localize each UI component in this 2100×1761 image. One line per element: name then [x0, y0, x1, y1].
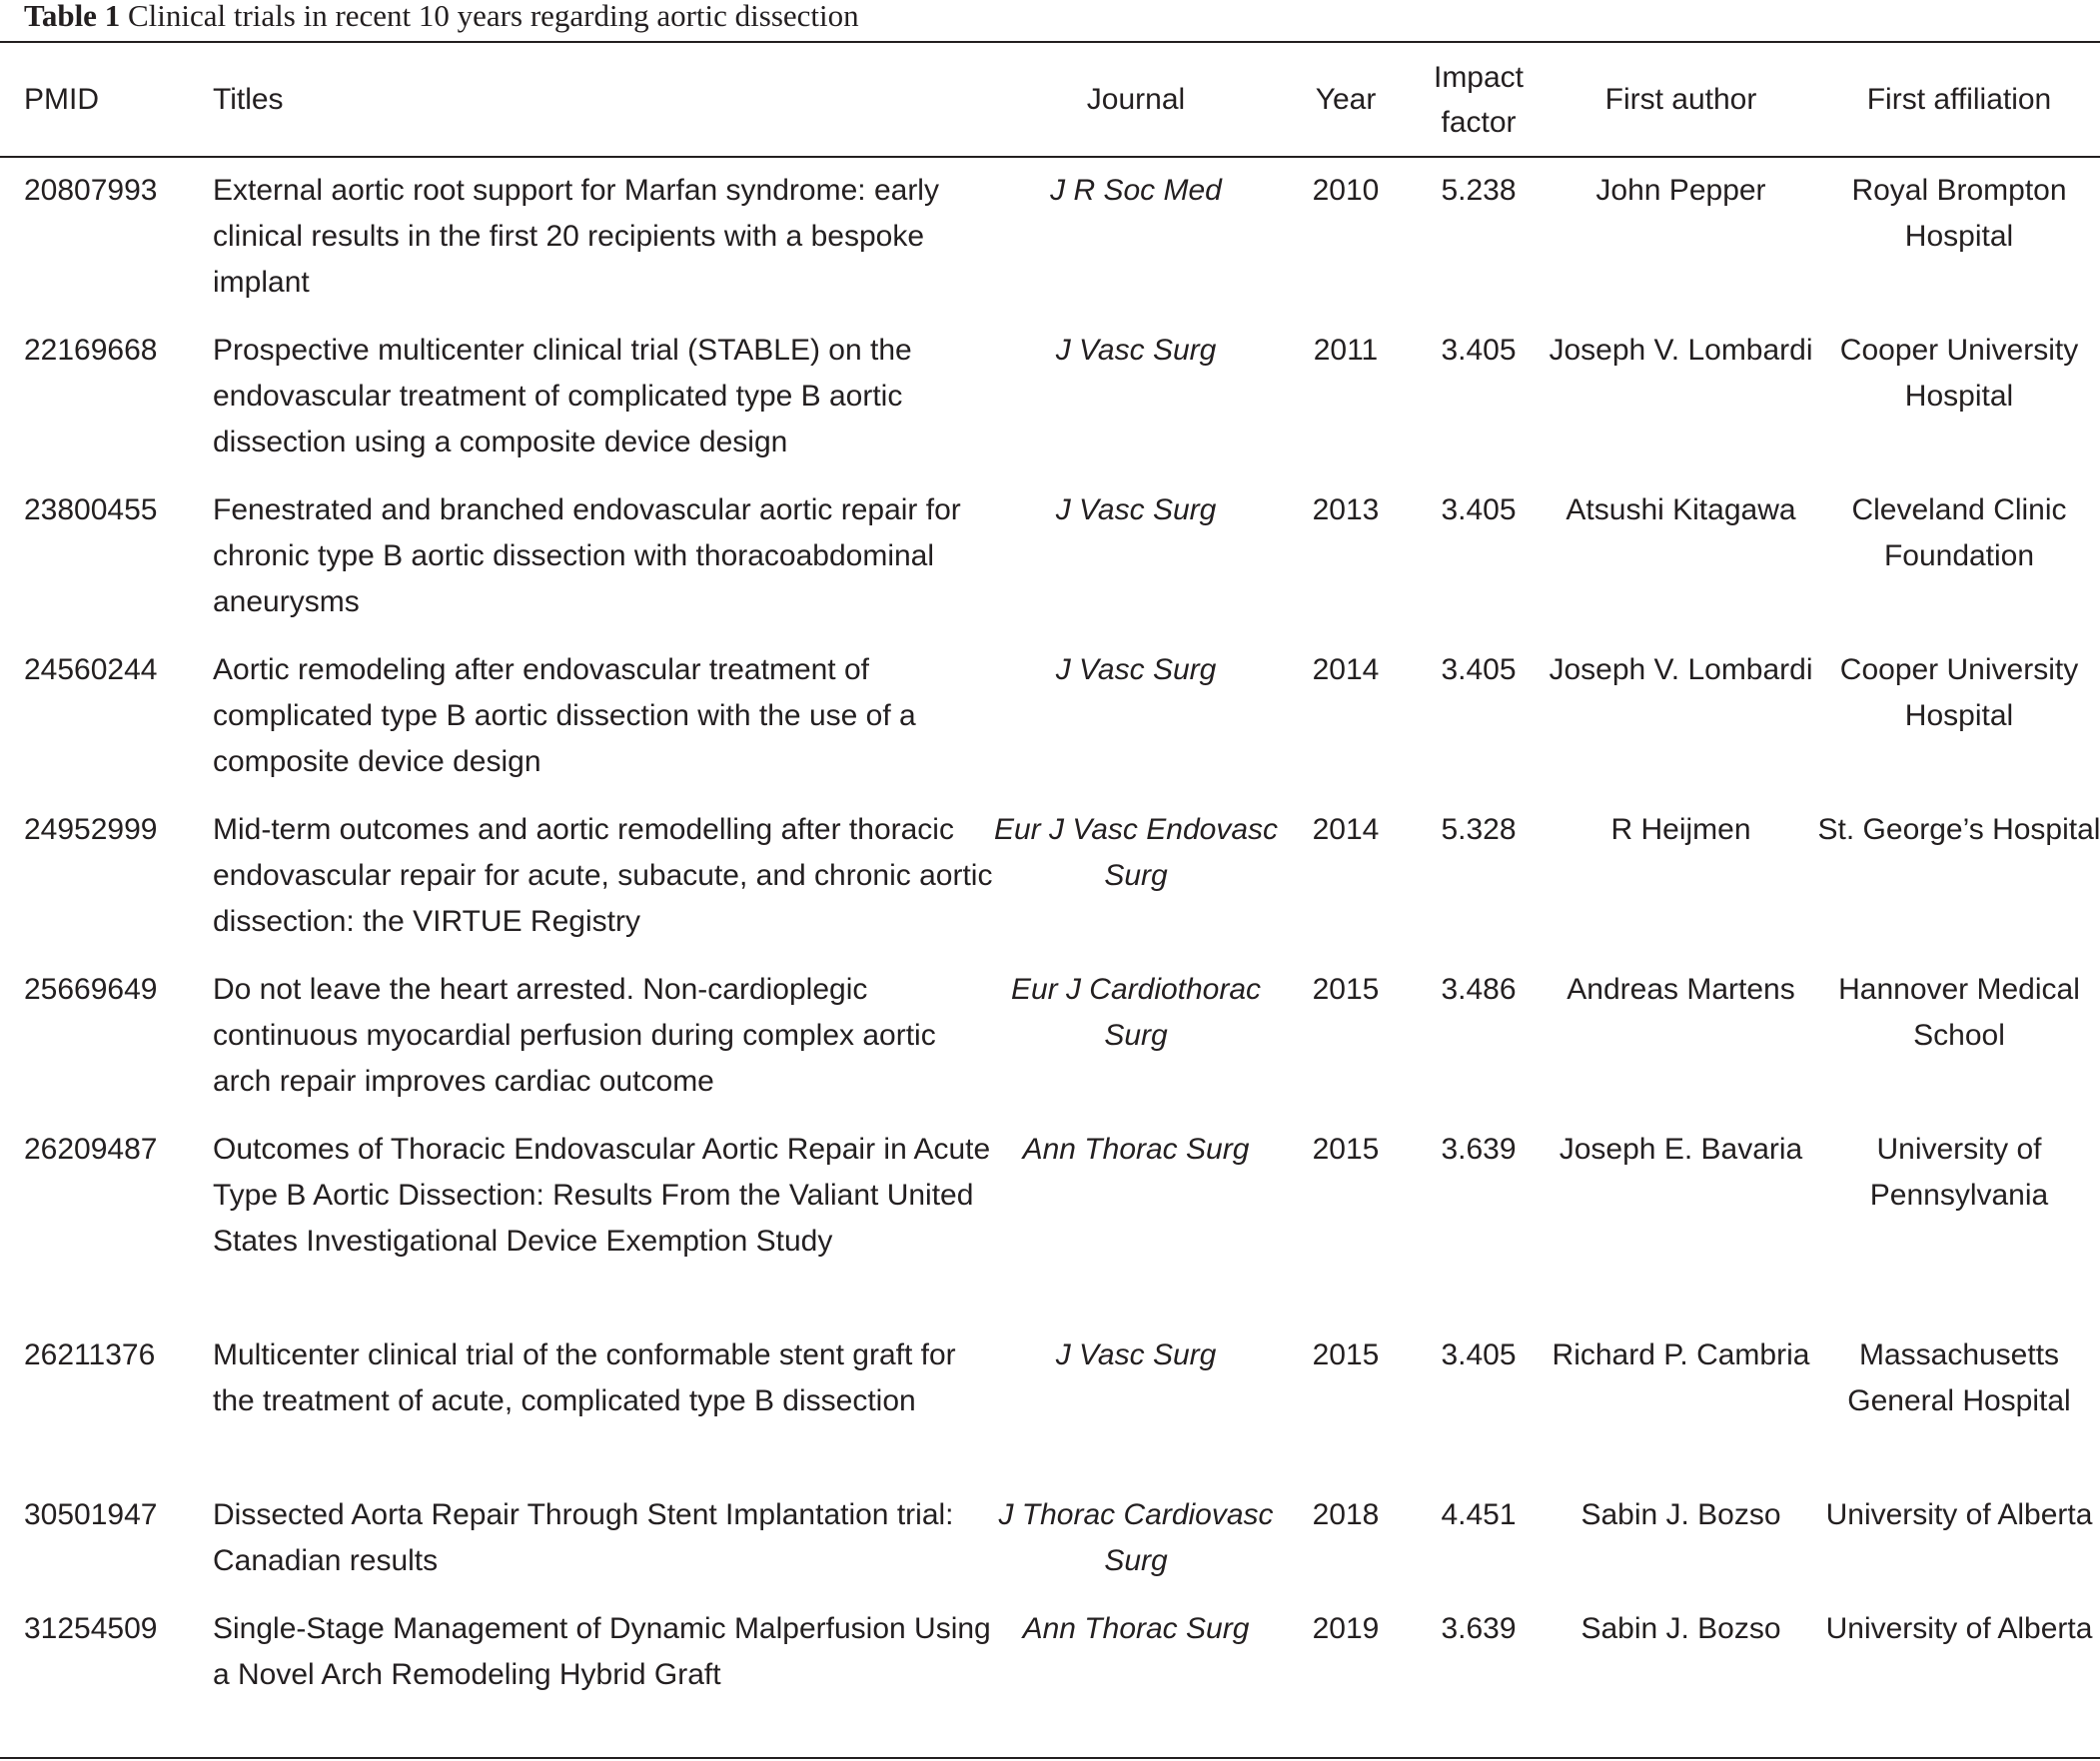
table-body [0, 158, 2100, 1761]
cell-impact-factor: 4.451 [1441, 1498, 1517, 1531]
cell-first-affiliation: Hannover Medical School [1838, 973, 2080, 1052]
cell-journal: J Vasc Surg [1055, 493, 1217, 526]
cell-title: Dissected Aorta Repair Through Stent Implantation trial: Canadian results [213, 1498, 954, 1577]
cell-journal: J Thorac Cardiovasc Surg [998, 1498, 1274, 1577]
header-pmid: PMID [24, 83, 99, 116]
cell-journal: J Vasc Surg [1055, 653, 1217, 686]
cell-first-author: Richard P. Cambria [1552, 1338, 1810, 1371]
cell-first-affiliation: St. George’s Hospital [1817, 813, 2100, 846]
cell-title: Prospective multicenter clinical trial (STABLE) on the endovascular treatment of complicated type B aortic dissection using a composite device design [213, 334, 912, 458]
cell-first-author: Joseph E. Bavaria [1559, 1133, 1803, 1166]
cell-first-author: Joseph V. Lombardi [1549, 334, 1813, 367]
table-row [0, 1482, 2100, 1596]
cell-title: Single-Stage Management of Dynamic Malperfusion Using a Novel Arch Remodeling Hybrid Graft [213, 1612, 991, 1691]
table-caption-label: Table 1 [24, 0, 121, 33]
cell-impact-factor: 3.405 [1441, 334, 1517, 367]
cell-journal: J Vasc Surg [1055, 1338, 1217, 1371]
cell-impact-factor: 3.405 [1441, 653, 1517, 686]
cell-year: 2011 [1313, 334, 1379, 367]
cell-first-author: R Heijmen [1610, 813, 1751, 846]
cell-year: 2013 [1312, 493, 1380, 526]
table-row [0, 477, 2100, 637]
cell-first-author: John Pepper [1595, 174, 1766, 207]
cell-first-affiliation: Massachusetts General Hospital [1847, 1338, 2071, 1417]
header-journal: Journal [1086, 83, 1186, 116]
table-row [0, 637, 2100, 797]
header-year: Year [1315, 83, 1377, 116]
cell-pmid: 26209487 [24, 1133, 158, 1166]
table-row [0, 158, 2100, 318]
cell-first-author: Sabin J. Bozso [1580, 1612, 1781, 1645]
cell-first-author: Atsushi Kitagawa [1566, 493, 1796, 526]
cell-journal: Eur J Cardiothorac Surg [1010, 973, 1262, 1052]
cell-first-affiliation: University of Alberta [1825, 1498, 2093, 1531]
cell-impact-factor: 5.238 [1441, 174, 1517, 207]
header-first-affiliation: First affiliation [1866, 83, 2052, 116]
header-impact-factor: Impact factor [1433, 60, 1525, 139]
table-row [0, 318, 2100, 477]
cell-journal: J Vasc Surg [1055, 334, 1217, 367]
header-titles: Titles [213, 83, 284, 116]
cell-first-affiliation: Cooper University Hospital [1839, 653, 2079, 732]
cell-year: 2015 [1312, 1338, 1380, 1371]
cell-first-affiliation: Cooper University Hospital [1839, 334, 2079, 413]
cell-title: Aortic remodeling after endovascular treatment of complicated type B aortic dissection with the use of a composite device design [213, 653, 916, 778]
cell-pmid: 22169668 [24, 334, 158, 367]
cell-year: 2010 [1312, 174, 1380, 207]
cell-title: Do not leave the heart arrested. Non-cardioplegic continuous myocardial perfusion during complex aortic arch repair improves cardiac outcome [213, 973, 936, 1098]
cell-impact-factor: 3.639 [1441, 1612, 1517, 1645]
cell-journal: Ann Thorac Surg [1022, 1133, 1250, 1166]
cell-pmid: 20807993 [24, 174, 158, 207]
cell-year: 2018 [1312, 1498, 1380, 1531]
cell-pmid: 30501947 [24, 1498, 158, 1531]
cell-year: 2015 [1312, 1133, 1380, 1166]
cell-pmid: 25669649 [24, 973, 158, 1006]
cell-title: Multicenter clinical trial of the conformable stent graft for the treatment of acute, complicated type B dissection [213, 1338, 956, 1417]
cell-impact-factor: 5.328 [1441, 813, 1517, 846]
cell-pmid: 24560244 [24, 653, 158, 686]
cell-year: 2014 [1312, 813, 1380, 846]
cell-journal: Eur J Vasc Endovasc Surg [993, 813, 1279, 892]
table-caption-text: Clinical trials in recent 10 years regarding aortic dissection [127, 0, 859, 33]
cell-journal: Ann Thorac Surg [1022, 1612, 1250, 1645]
cell-first-author: Sabin J. Bozso [1580, 1498, 1781, 1531]
table-row [0, 1117, 2100, 1322]
cell-year: 2019 [1312, 1612, 1380, 1645]
cell-year: 2015 [1312, 973, 1380, 1006]
cell-first-affiliation: University of Alberta [1825, 1612, 2093, 1645]
cell-title: Mid-term outcomes and aortic remodelling after thoracic endovascular repair for acute, subacute, and chronic aortic dissection: the VIRTUE Registry [213, 813, 993, 938]
table-row [0, 957, 2100, 1117]
table-row [0, 797, 2100, 957]
cell-first-affiliation: Cleveland Clinic Foundation [1851, 493, 2067, 572]
cell-pmid: 24952999 [24, 813, 158, 846]
cell-impact-factor: 3.405 [1441, 1338, 1517, 1371]
cell-pmid: 23800455 [24, 493, 158, 526]
cell-impact-factor: 3.486 [1441, 973, 1517, 1006]
clinical-trials-table [0, 43, 2100, 1691]
cell-first-author: Joseph V. Lombardi [1549, 653, 1813, 686]
cell-title: Outcomes of Thoracic Endovascular Aortic Repair in Acute Type B Aortic Dissection: Results From the Valiant United States Investigational Device Exemption Study [213, 1133, 991, 1258]
header-first-author: First author [1604, 83, 1757, 116]
table-caption [24, 0, 859, 40]
cell-first-affiliation: Royal Brompton Hospital [1851, 174, 2067, 253]
cell-year: 2014 [1312, 653, 1380, 686]
cell-pmid: 26211376 [24, 1338, 156, 1371]
table-row [0, 1596, 2100, 1761]
cell-title: Fenestrated and branched endovascular aortic repair for chronic type B aortic dissection with thoracoabdominal aneurysms [213, 493, 961, 618]
cell-impact-factor: 3.405 [1441, 493, 1517, 526]
cell-title: External aortic root support for Marfan syndrome: early clinical results in the first 20 recipients with a bespoke implant [213, 174, 939, 299]
cell-first-affiliation: University of Pennsylvania [1869, 1133, 2049, 1212]
table-header-row [0, 43, 2100, 156]
cell-pmid: 31254509 [24, 1612, 158, 1645]
cell-impact-factor: 3.639 [1441, 1133, 1517, 1166]
cell-journal: J R Soc Med [1050, 174, 1222, 207]
table-row [0, 1322, 2100, 1482]
cell-first-author: Andreas Martens [1567, 973, 1795, 1006]
